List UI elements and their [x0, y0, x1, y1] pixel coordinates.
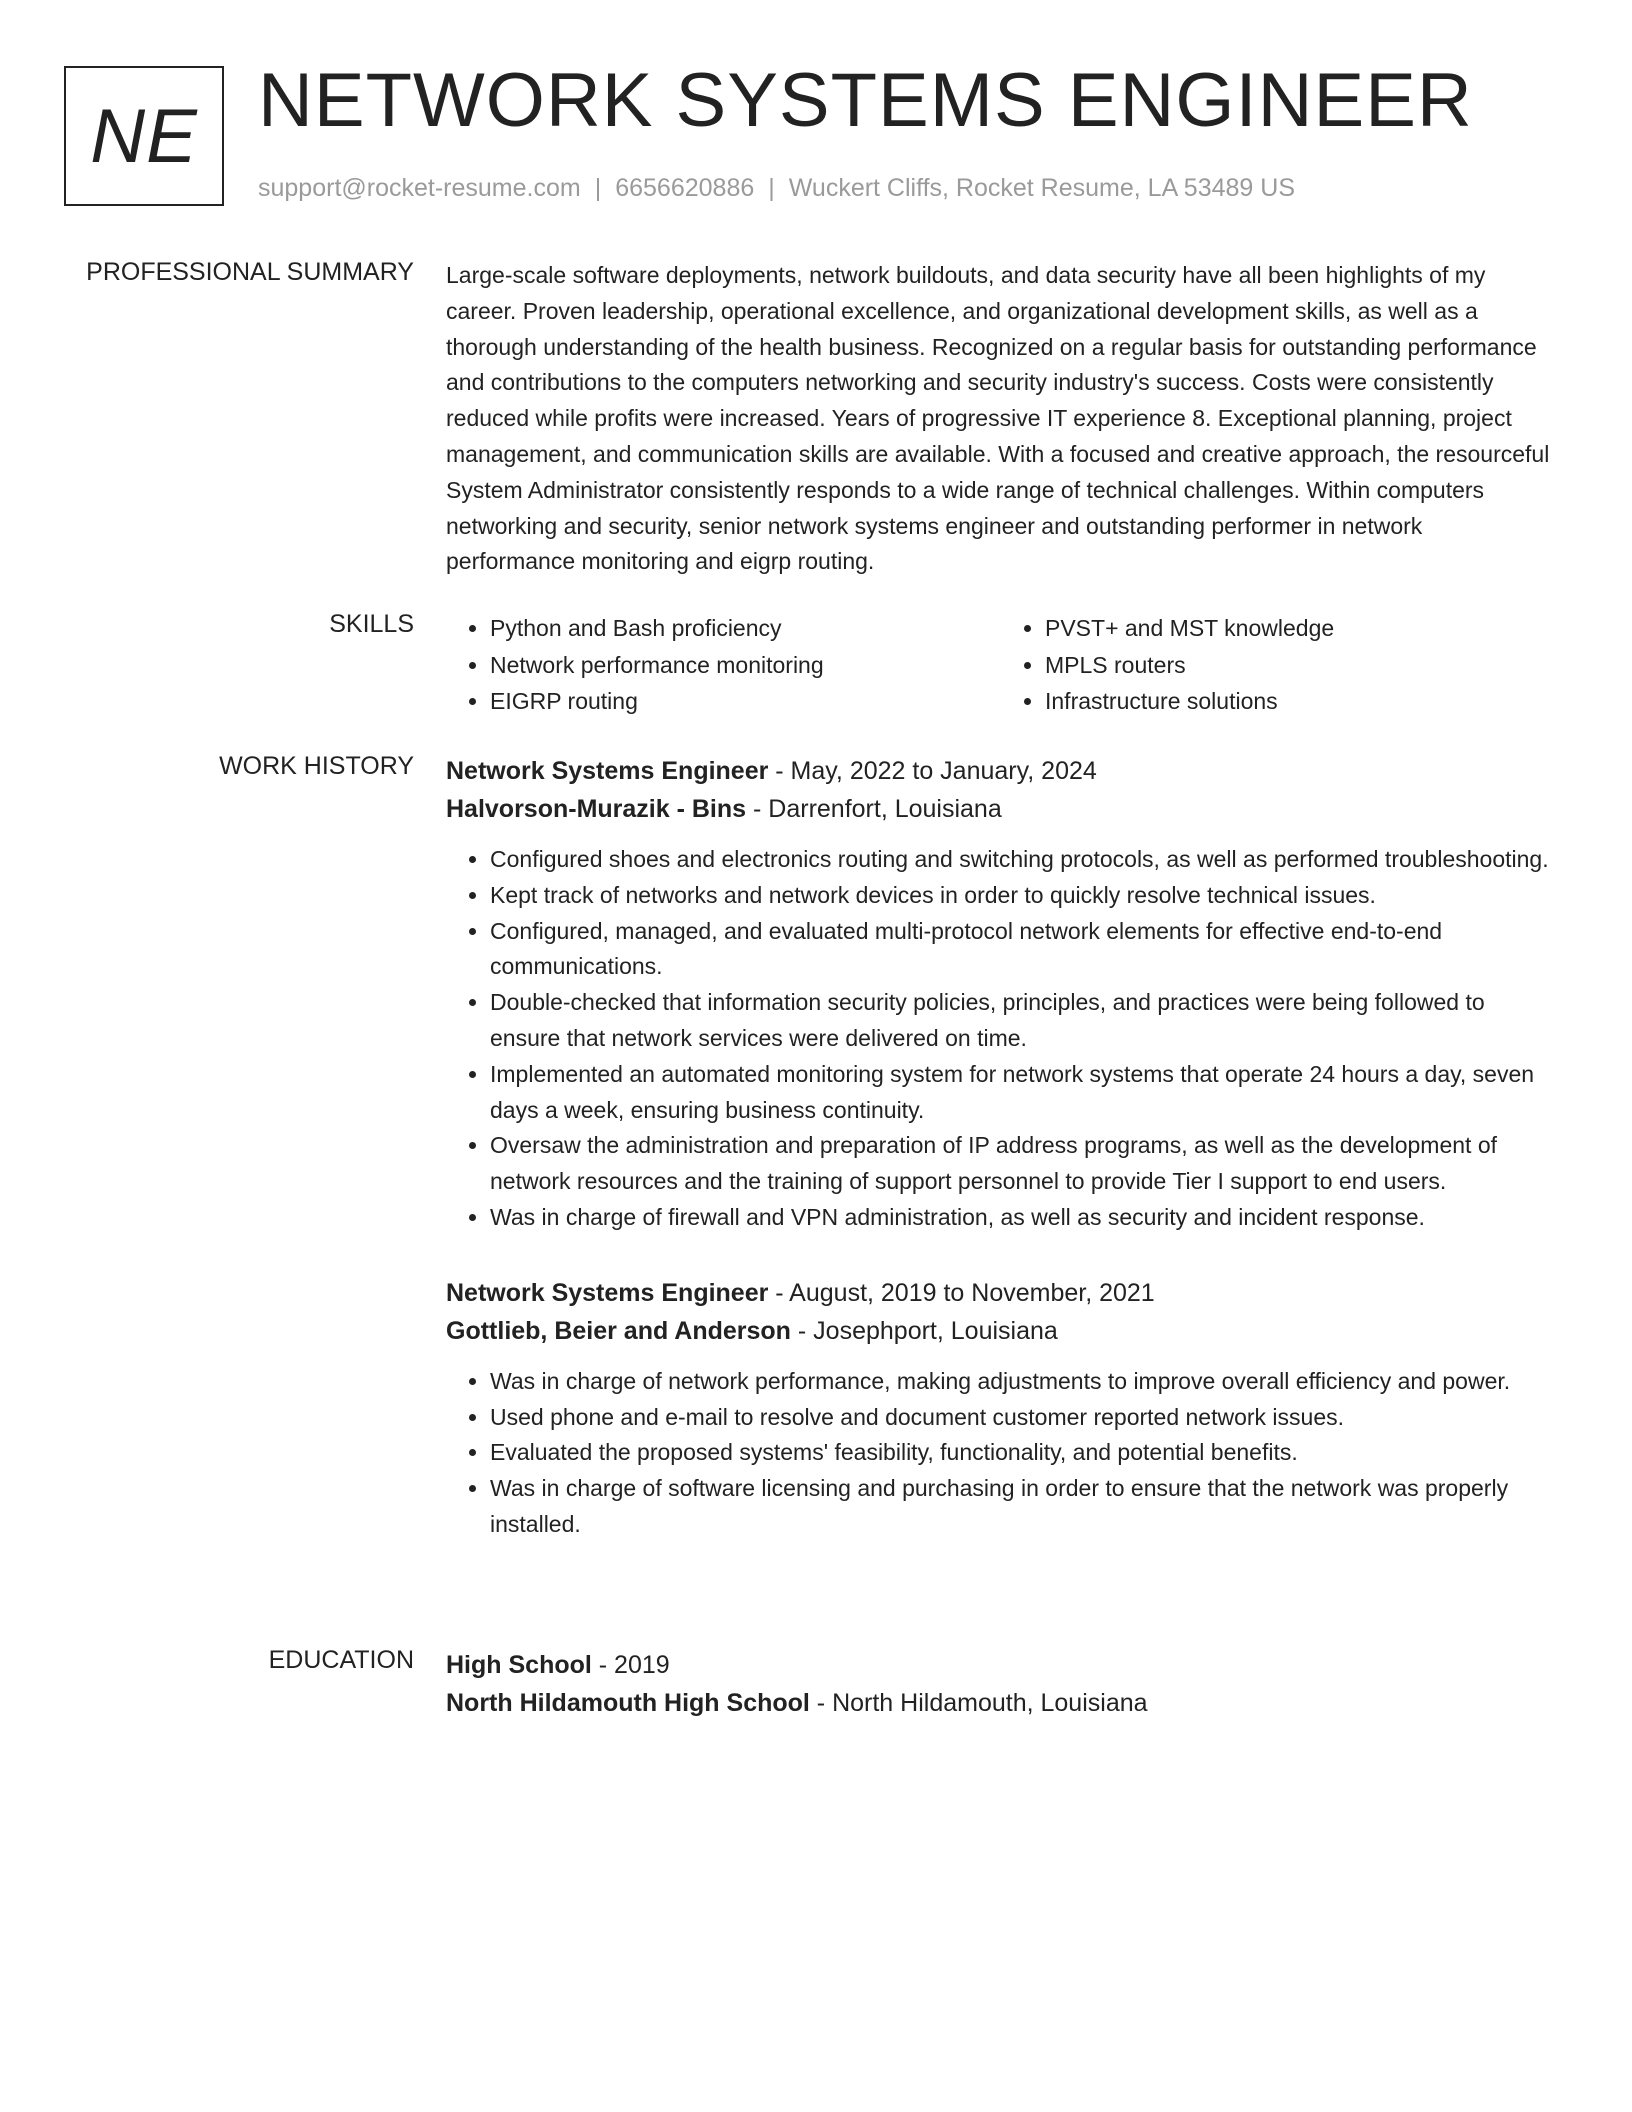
skills-grid	[446, 610, 1556, 720]
education-school-line	[446, 1684, 1556, 1722]
skill-item: • Network performance monitoring	[490, 647, 1001, 684]
job-dates: - August, 2019 to November, 2021	[768, 1278, 1155, 1307]
skills-right-list	[1001, 610, 1556, 720]
job-bullets	[446, 1364, 1556, 1543]
skills-left-list	[446, 610, 1001, 720]
job-company: Halvorson-Murazik - Bins	[446, 795, 747, 823]
page-title: NETWORK SYSTEMS ENGINEER	[258, 58, 1473, 143]
job-location: - Darrenfort, Louisiana	[746, 795, 1002, 823]
summary-body	[446, 258, 1556, 580]
job-org-line	[446, 1312, 1556, 1350]
job-bullet: • Configured shoes and electronics routing and switching protocols, as well as performed troubleshooting.	[490, 842, 1556, 878]
skill-item: • Python and Bash proficiency	[490, 610, 1001, 647]
work-body	[446, 752, 1556, 1543]
job-bullet: • Configured, managed, and evaluated multi-protocol network elements for effective end-to-end communications.	[490, 914, 1556, 986]
job-bullet: • Was in charge of software licensing and purchasing in order to ensure that the network was properly installed.	[490, 1471, 1556, 1543]
education-degree-line	[446, 1646, 1556, 1684]
contact-separator: |	[594, 174, 602, 202]
job-title-line	[446, 1274, 1556, 1312]
contact-email: support@rocket-resume.com	[258, 174, 581, 202]
job-bullet: • Was in charge of network performance, making adjustments to improve overall efficiency and power.	[490, 1364, 1556, 1400]
job-dates: - May, 2022 to January, 2024	[768, 757, 1097, 785]
job-bullet: • Used phone and e-mail to resolve and document customer reported network issues.	[490, 1400, 1556, 1436]
job-company: Gottlieb, Beier and Anderson	[446, 1316, 791, 1345]
job-title-line	[446, 752, 1556, 790]
job-bullet: • Oversaw the administration and preparation of IP address programs, as well as the development of network resources and the training of support personnel to provide Tier I support to end users.	[490, 1128, 1556, 1200]
education-label: EDUCATION	[268, 1646, 414, 1674]
job-location: - Josephport, Louisiana	[790, 1316, 1058, 1345]
education-year: - 2019	[591, 1651, 670, 1679]
contact-separator: |	[768, 174, 775, 202]
skill-item: • Infrastructure solutions	[1045, 683, 1556, 720]
education-school: North Hildamouth High School	[446, 1689, 810, 1717]
job-bullet: • Double-checked that information security policies, principles, and practices were being followed to ensure that network services were delivered on time.	[490, 985, 1556, 1057]
skill-item: • EIGRP routing	[490, 683, 1001, 720]
summary-text: Large-scale software deployments, network buildouts, and data security have all been highlights of my career. Proven leadership, operational excellence, and organizational development skills, as well as a thorough understanding of the health business. Recognized on a regular basis for outstanding performance and contributions to the computers networking and security industry's success. Costs were consistently reduced while profits were increased. Years of progressive IT experience 8. Exceptional planning, project management, and communication skills are available. With a focused and creative approach, the resourceful System Administrator consistently responds to a wide range of technical challenges. Within computers networking and security, senior network systems engineer and outstanding performer in network performance monitoring and eigrp routing.	[446, 262, 1550, 575]
contact-phone: 6656620886	[615, 174, 755, 202]
skill-item: • MPLS routers	[1045, 647, 1556, 684]
contact-line	[258, 174, 1295, 203]
job-bullet: • Implemented an automated monitoring system for network systems that operate 24 hours a day, seven days a week, ensuring business continuity.	[490, 1057, 1556, 1129]
job-bullet: • Evaluated the proposed systems' feasibility, functionality, and potential benefits.	[490, 1435, 1556, 1471]
education-body	[446, 1646, 1556, 1722]
education-degree: High School	[446, 1651, 592, 1679]
skills-body	[446, 610, 1556, 720]
job-title: Network Systems Engineer	[446, 1278, 769, 1307]
job-entry	[446, 752, 1556, 1236]
skill-item: • PVST+ and MST knowledge	[1045, 610, 1556, 647]
job-bullets	[446, 842, 1556, 1236]
skills-label: SKILLS	[329, 610, 414, 638]
summary-label: PROFESSIONAL SUMMARY	[86, 258, 414, 286]
contact-address: Wuckert Cliffs, Rocket Resume, LA 53489 US	[788, 174, 1296, 202]
education-location: - North Hildamouth, Louisiana	[809, 1689, 1148, 1717]
work-label: WORK HISTORY	[219, 752, 414, 780]
job-bullet: • Was in charge of firewall and VPN administration, as well as security and incident response.	[490, 1200, 1556, 1236]
job-entry	[446, 1274, 1556, 1543]
job-title: Network Systems Engineer	[446, 757, 769, 785]
job-bullet: • Kept track of networks and network devices in order to quickly resolve technical issues.	[490, 878, 1556, 914]
monogram-logo: NE	[64, 66, 224, 206]
job-org-line	[446, 790, 1556, 828]
